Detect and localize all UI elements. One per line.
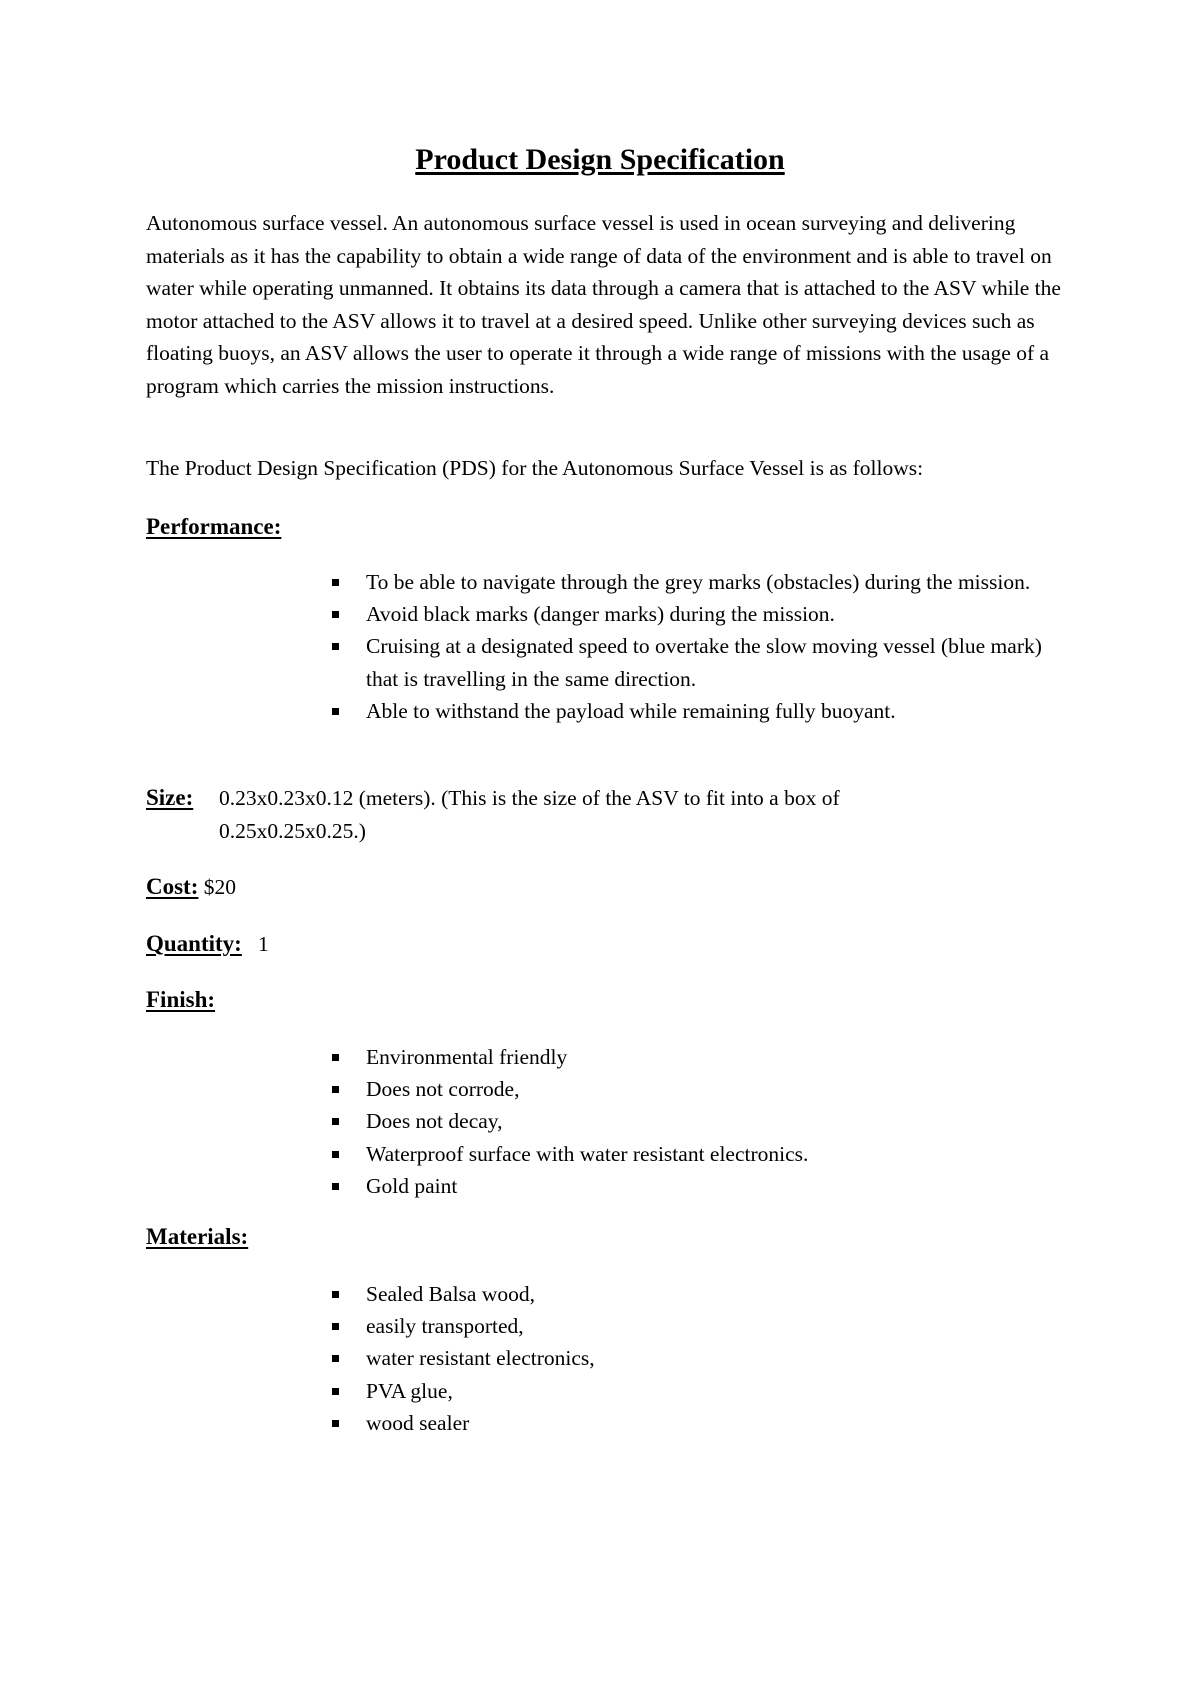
materials-item-text: Sealed Balsa wood, (366, 1282, 535, 1306)
materials-item (330, 1278, 1050, 1310)
materials-item (330, 1342, 1050, 1374)
finish-item (330, 1170, 1050, 1202)
square-bullet-icon (332, 1291, 339, 1298)
size-value: 0.23x0.23x0.12 (meters). (This is the size of the ASV to fit into a box of 0.25x0.25x0.25.) (219, 786, 840, 843)
document-title: Product Design Specification (415, 143, 785, 176)
materials-heading-text: Materials: (146, 1224, 249, 1249)
quantity-label: Quantity: (146, 931, 242, 956)
materials-item (330, 1407, 1050, 1439)
performance-item (330, 566, 1050, 598)
size-label: Size: (146, 785, 194, 810)
finish-item-text: Waterproof surface with water resistant electronics. (366, 1141, 809, 1166)
performance-item (330, 630, 1050, 694)
materials-item-text: easily transported, (366, 1314, 524, 1339)
performance-item (330, 695, 1050, 727)
materials-heading (146, 1222, 248, 1252)
finish-item (330, 1105, 1050, 1137)
square-bullet-icon (332, 1118, 339, 1125)
performance-heading-text: Performance: (146, 514, 282, 539)
square-bullet-icon (332, 1355, 339, 1362)
materials-item-text: wood sealer (366, 1410, 470, 1435)
performance-item-text: Avoid black marks (danger marks) during the mission. (366, 602, 835, 627)
quantity-row (146, 928, 269, 961)
size-row (146, 782, 193, 815)
finish-item (330, 1073, 1050, 1105)
finish-heading (146, 985, 215, 1015)
materials-item-text: water resistant electronics, (366, 1346, 595, 1371)
finish-item-text: Environmental friendly (366, 1045, 568, 1069)
square-bullet-icon (332, 611, 339, 618)
materials-list (330, 1278, 1050, 1439)
square-bullet-icon (332, 1323, 339, 1330)
materials-item (330, 1310, 1050, 1342)
square-bullet-icon (332, 579, 339, 586)
square-bullet-icon (332, 1183, 339, 1190)
performance-item-text: To be able to navigate through the grey marks (obstacles) during the mission. (366, 570, 1031, 594)
square-bullet-icon (332, 1151, 339, 1158)
square-bullet-icon (332, 1388, 339, 1395)
square-bullet-icon (332, 708, 339, 715)
finish-item (330, 1138, 1050, 1170)
materials-item (330, 1375, 1050, 1407)
cost-label: Cost: (146, 874, 199, 899)
cost-row (146, 871, 236, 904)
finish-item-text: Does not corrode, (366, 1077, 520, 1102)
finish-heading-text: Finish: (146, 987, 216, 1012)
pds-intro-line: The Product Design Specification (PDS) for the Autonomous Surface Vessel is as follows: (146, 456, 924, 480)
finish-item (330, 1041, 1050, 1073)
materials-item-text: PVA glue, (366, 1378, 453, 1403)
finish-item-text: Does not decay, (366, 1109, 503, 1134)
square-bullet-icon (332, 1054, 339, 1061)
quantity-value: 1 (257, 932, 269, 956)
performance-item-text: Able to withstand the payload while remaining fully buoyant. (366, 698, 896, 723)
performance-heading (146, 512, 281, 542)
square-bullet-icon (332, 1420, 339, 1427)
square-bullet-icon (332, 1086, 339, 1093)
square-bullet-icon (332, 643, 339, 650)
cost-value: $20 (203, 875, 237, 899)
finish-item-text: Gold paint (366, 1173, 458, 1198)
performance-item-text: Cruising at a designated speed to overtake the slow moving vessel (blue mark) that is travelling in the same direction. (366, 634, 1042, 691)
intro-paragraph: Autonomous surface vessel. An autonomous surface vessel is used in ocean surveying and delivering materials as it has the capability to obtain a wide range of data of the environment and is able to travel on water while operating unmanned. It obtains its data through a camera that is attached to the ASV while the motor attached to the ASV allows it to travel at a desired speed. Unlike other surveying devices such as floating buoys, an ASV allows the user to operate it through a wide range of missions with the usage of a program which carries the mission instructions. (146, 211, 1061, 398)
finish-list (330, 1041, 1050, 1202)
performance-item (330, 598, 1050, 630)
performance-list (330, 566, 1050, 727)
